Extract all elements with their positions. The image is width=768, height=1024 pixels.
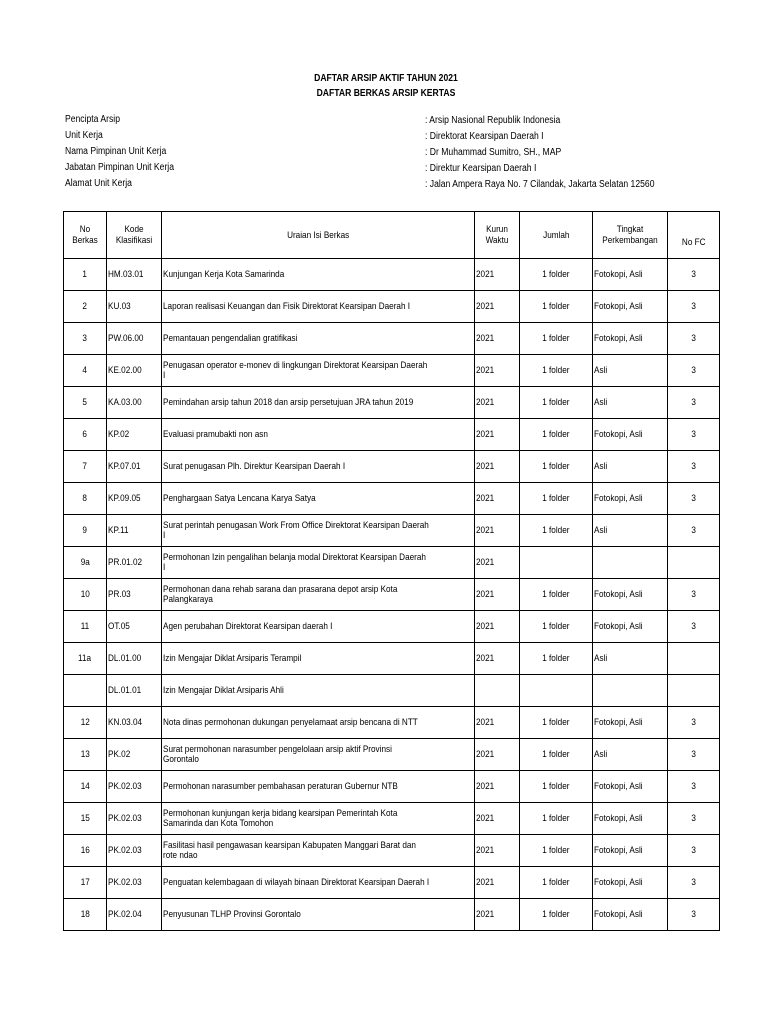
table-row bbox=[64, 611, 720, 643]
cell-uraian: Izin Mengajar Diklat Arsiparis Ahli bbox=[162, 675, 475, 707]
cell-no-fc bbox=[668, 643, 720, 675]
cell-no-berkas: 2 bbox=[64, 291, 107, 323]
table-row bbox=[64, 707, 720, 739]
cell-uraian: Pemindahan arsip tahun 2018 dan arsip persetujuan JRA tahun 2019 bbox=[162, 387, 475, 419]
cell-kurun-waktu: 2021 bbox=[475, 867, 520, 899]
cell-tingkat-perkembangan: Fotokopi, Asli bbox=[593, 771, 668, 803]
table-row bbox=[64, 451, 720, 483]
header-no-fc: No FC bbox=[668, 212, 720, 259]
cell-no-fc: 3 bbox=[668, 835, 720, 867]
table-row bbox=[64, 835, 720, 867]
cell-kode-klasifikasi: PK.02.04 bbox=[107, 899, 162, 931]
meta-value-pimpinan: : Dr Muhammad Sumitro, SH., MAP bbox=[425, 147, 562, 158]
cell-no-berkas: 9a bbox=[64, 547, 107, 579]
meta-value-jabatan: : Direktur Kearsipan Daerah I bbox=[425, 163, 537, 174]
cell-tingkat-perkembangan: Asli bbox=[593, 643, 668, 675]
cell-no-berkas: 14 bbox=[64, 771, 107, 803]
cell-tingkat-perkembangan: Fotokopi, Asli bbox=[593, 259, 668, 291]
cell-kurun-waktu: 2021 bbox=[475, 259, 520, 291]
cell-no-berkas: 13 bbox=[64, 739, 107, 771]
cell-no-fc: 3 bbox=[668, 291, 720, 323]
cell-tingkat-perkembangan: Asli bbox=[593, 355, 668, 387]
cell-kode-klasifikasi: KE.02.00 bbox=[107, 355, 162, 387]
cell-no-berkas: 3 bbox=[64, 323, 107, 355]
cell-uraian: Permohonan Izin pengalihan belanja modal Direktorat Kearsipan Daerah I bbox=[162, 547, 475, 579]
header-no-berkas: No Berkas bbox=[64, 212, 107, 259]
cell-jumlah: 1 folder bbox=[520, 259, 593, 291]
cell-no-berkas: 17 bbox=[64, 867, 107, 899]
cell-uraian: Penghargaan Satya Lencana Karya Satya bbox=[162, 483, 475, 515]
cell-no-fc: 3 bbox=[668, 739, 720, 771]
cell-no-berkas: 8 bbox=[64, 483, 107, 515]
cell-kode-klasifikasi: PR.03 bbox=[107, 579, 162, 611]
cell-tingkat-perkembangan: Fotokopi, Asli bbox=[593, 835, 668, 867]
cell-no-berkas: 11 bbox=[64, 611, 107, 643]
cell-uraian: Agen perubahan Direktorat Kearsipan daerah I bbox=[162, 611, 475, 643]
cell-uraian: Surat penugasan Plh. Direktur Kearsipan Daerah I bbox=[162, 451, 475, 483]
cell-jumlah: 1 folder bbox=[520, 355, 593, 387]
cell-kurun-waktu: 2021 bbox=[475, 899, 520, 931]
cell-tingkat-perkembangan: Fotokopi, Asli bbox=[593, 291, 668, 323]
cell-kode-klasifikasi: PK.02.03 bbox=[107, 867, 162, 899]
cell-kurun-waktu: 2021 bbox=[475, 707, 520, 739]
cell-no-fc: 3 bbox=[668, 579, 720, 611]
cell-tingkat-perkembangan: Asli bbox=[593, 451, 668, 483]
cell-uraian: Penyusunan TLHP Provinsi Gorontalo bbox=[162, 899, 475, 931]
cell-uraian: Fasilitasi hasil pengawasan kearsipan Kabupaten Manggari Barat dan rote ndao bbox=[162, 835, 475, 867]
cell-no-berkas: 12 bbox=[64, 707, 107, 739]
meta-label-unit: Unit Kerja bbox=[65, 130, 103, 141]
cell-no-fc: 3 bbox=[668, 355, 720, 387]
header-uraian: Uraian Isi Berkas bbox=[162, 212, 475, 259]
cell-no-berkas: 15 bbox=[64, 803, 107, 835]
cell-kode-klasifikasi: KP.02 bbox=[107, 419, 162, 451]
cell-no-berkas: 7 bbox=[64, 451, 107, 483]
table-row bbox=[64, 483, 720, 515]
cell-kurun-waktu: 2021 bbox=[475, 611, 520, 643]
cell-kurun-waktu: 2021 bbox=[475, 419, 520, 451]
meta-label-jabatan: Jabatan Pimpinan Unit Kerja bbox=[65, 162, 175, 173]
cell-jumlah: 1 folder bbox=[520, 643, 593, 675]
cell-no-berkas: 9 bbox=[64, 515, 107, 547]
header-jumlah: Jumlah bbox=[520, 212, 593, 259]
cell-tingkat-perkembangan: Fotokopi, Asli bbox=[593, 579, 668, 611]
cell-kode-klasifikasi: DL.01.00 bbox=[107, 643, 162, 675]
cell-no-fc: 3 bbox=[668, 803, 720, 835]
archive-table bbox=[63, 211, 720, 931]
table-row bbox=[64, 579, 720, 611]
cell-tingkat-perkembangan: Fotokopi, Asli bbox=[593, 899, 668, 931]
cell-no-fc: 3 bbox=[668, 419, 720, 451]
cell-no-fc: 3 bbox=[668, 323, 720, 355]
header-kurun-waktu: Kurun Waktu bbox=[475, 212, 520, 259]
cell-kode-klasifikasi: KA.03.00 bbox=[107, 387, 162, 419]
cell-jumlah: 1 folder bbox=[520, 323, 593, 355]
cell-kode-klasifikasi: DL.01.01 bbox=[107, 675, 162, 707]
table-row bbox=[64, 291, 720, 323]
cell-kurun-waktu: 2021 bbox=[475, 643, 520, 675]
cell-kurun-waktu: 2021 bbox=[475, 835, 520, 867]
cell-kurun-waktu: 2021 bbox=[475, 387, 520, 419]
cell-no-berkas bbox=[64, 675, 107, 707]
cell-kode-klasifikasi: KP.09.05 bbox=[107, 483, 162, 515]
cell-kurun-waktu: 2021 bbox=[475, 803, 520, 835]
meta-labels bbox=[65, 112, 174, 192]
cell-uraian: Izin Mengajar Diklat Arsiparis Terampil bbox=[162, 643, 475, 675]
table-row bbox=[64, 259, 720, 291]
cell-uraian: Kunjungan Kerja Kota Samarinda bbox=[162, 259, 475, 291]
cell-uraian: Pemantauan pengendalian gratifikasi bbox=[162, 323, 475, 355]
cell-no-fc: 3 bbox=[668, 483, 720, 515]
document-title: DAFTAR ARSIP AKTIF TAHUN 2021 bbox=[314, 73, 458, 84]
cell-no-fc: 3 bbox=[668, 515, 720, 547]
cell-kode-klasifikasi: PK.02 bbox=[107, 739, 162, 771]
document-subtitle: DAFTAR BERKAS ARSIP KERTAS bbox=[316, 88, 456, 99]
table-row bbox=[64, 547, 720, 579]
cell-uraian: Surat permohonan narasumber pengelolaan arsip aktif Provinsi Gorontalo bbox=[162, 739, 475, 771]
cell-no-berkas: 4 bbox=[64, 355, 107, 387]
cell-kode-klasifikasi: PR.01.02 bbox=[107, 547, 162, 579]
cell-jumlah: 1 folder bbox=[520, 579, 593, 611]
table-row bbox=[64, 387, 720, 419]
cell-no-berkas: 1 bbox=[64, 259, 107, 291]
cell-uraian: Laporan realisasi Keuangan dan Fisik Direktorat Kearsipan Daerah I bbox=[162, 291, 475, 323]
cell-jumlah: 1 folder bbox=[520, 515, 593, 547]
cell-tingkat-perkembangan bbox=[593, 675, 668, 707]
cell-kurun-waktu: 2021 bbox=[475, 451, 520, 483]
cell-tingkat-perkembangan: Asli bbox=[593, 515, 668, 547]
cell-jumlah: 1 folder bbox=[520, 835, 593, 867]
cell-kurun-waktu: 2021 bbox=[475, 291, 520, 323]
cell-uraian: Penugasan operator e-monev di lingkungan Direktorat Kearsipan Daerah I bbox=[162, 355, 475, 387]
cell-kode-klasifikasi: PW.06.00 bbox=[107, 323, 162, 355]
cell-kode-klasifikasi: PK.02.03 bbox=[107, 771, 162, 803]
cell-tingkat-perkembangan: Fotokopi, Asli bbox=[593, 419, 668, 451]
cell-kode-klasifikasi: HM.03.01 bbox=[107, 259, 162, 291]
cell-jumlah: 1 folder bbox=[520, 611, 593, 643]
cell-no-berkas: 5 bbox=[64, 387, 107, 419]
cell-uraian: Evaluasi pramubakti non asn bbox=[162, 419, 475, 451]
cell-jumlah: 1 folder bbox=[520, 899, 593, 931]
table-row bbox=[64, 323, 720, 355]
cell-tingkat-perkembangan: Fotokopi, Asli bbox=[593, 707, 668, 739]
cell-kurun-waktu: 2021 bbox=[475, 323, 520, 355]
cell-kode-klasifikasi: PK.02.03 bbox=[107, 803, 162, 835]
table-row bbox=[64, 899, 720, 931]
cell-jumlah: 1 folder bbox=[520, 867, 593, 899]
meta-label-pencipta: Pencipta Arsip bbox=[65, 114, 120, 125]
cell-uraian: Permohonan dana rehab sarana dan prasarana depot arsip Kota Palangkaraya bbox=[162, 579, 475, 611]
cell-uraian: Nota dinas permohonan dukungan penyelamaat arsip bencana di NTT bbox=[162, 707, 475, 739]
table-row bbox=[64, 771, 720, 803]
cell-no-berkas: 10 bbox=[64, 579, 107, 611]
table-body bbox=[64, 259, 720, 931]
cell-no-fc: 3 bbox=[668, 259, 720, 291]
cell-kurun-waktu: 2021 bbox=[475, 739, 520, 771]
cell-no-fc: 3 bbox=[668, 899, 720, 931]
cell-no-fc: 3 bbox=[668, 387, 720, 419]
cell-jumlah: 1 folder bbox=[520, 451, 593, 483]
cell-uraian: Permohonan kunjungan kerja bidang kearsipan Pemerintah Kota Samarinda dan Kota Tomohon bbox=[162, 803, 475, 835]
cell-kurun-waktu: 2021 bbox=[475, 579, 520, 611]
cell-kode-klasifikasi: KP.07.01 bbox=[107, 451, 162, 483]
cell-no-fc bbox=[668, 675, 720, 707]
cell-no-berkas: 6 bbox=[64, 419, 107, 451]
cell-no-fc: 3 bbox=[668, 867, 720, 899]
cell-tingkat-perkembangan: Asli bbox=[593, 387, 668, 419]
table-row bbox=[64, 515, 720, 547]
cell-tingkat-perkembangan: Fotokopi, Asli bbox=[593, 867, 668, 899]
cell-tingkat-perkembangan bbox=[593, 547, 668, 579]
header-kode-klasifikasi: Kode Klasifikasi bbox=[107, 212, 162, 259]
cell-no-fc: 3 bbox=[668, 451, 720, 483]
cell-jumlah: 1 folder bbox=[520, 739, 593, 771]
cell-kurun-waktu: 2021 bbox=[475, 515, 520, 547]
cell-jumlah: 1 folder bbox=[520, 771, 593, 803]
table-row bbox=[64, 643, 720, 675]
table-row bbox=[64, 867, 720, 899]
cell-jumlah: 1 folder bbox=[520, 387, 593, 419]
cell-kode-klasifikasi: KU.03 bbox=[107, 291, 162, 323]
cell-no-fc: 3 bbox=[668, 707, 720, 739]
table-row bbox=[64, 803, 720, 835]
cell-kurun-waktu: 2021 bbox=[475, 771, 520, 803]
meta-value-pencipta: : Arsip Nasional Republik Indonesia bbox=[425, 115, 561, 126]
cell-uraian: Surat perintah penugasan Work From Office Direktorat Kearsipan Daerah I bbox=[162, 515, 475, 547]
cell-no-berkas: 16 bbox=[64, 835, 107, 867]
cell-no-fc bbox=[668, 547, 720, 579]
cell-jumlah: 1 folder bbox=[520, 707, 593, 739]
cell-jumlah: 1 folder bbox=[520, 291, 593, 323]
cell-uraian: Permohonan narasumber pembahasan peraturan Gubernur NTB bbox=[162, 771, 475, 803]
cell-no-berkas: 11a bbox=[64, 643, 107, 675]
cell-no-berkas: 18 bbox=[64, 899, 107, 931]
cell-jumlah bbox=[520, 547, 593, 579]
meta-value-unit: : Direktorat Kearsipan Daerah I bbox=[425, 131, 544, 142]
cell-kode-klasifikasi: KN.03.04 bbox=[107, 707, 162, 739]
cell-kurun-waktu: 2021 bbox=[475, 547, 520, 579]
meta-label-alamat: Alamat Unit Kerja bbox=[65, 178, 132, 189]
cell-jumlah: 1 folder bbox=[520, 483, 593, 515]
table-row bbox=[64, 739, 720, 771]
table-row bbox=[64, 675, 720, 707]
cell-jumlah: 1 folder bbox=[520, 803, 593, 835]
cell-no-fc: 3 bbox=[668, 771, 720, 803]
cell-jumlah bbox=[520, 675, 593, 707]
cell-tingkat-perkembangan: Asli bbox=[593, 739, 668, 771]
cell-kode-klasifikasi: KP.11 bbox=[107, 515, 162, 547]
meta-label-pimpinan: Nama Pimpinan Unit Kerja bbox=[65, 146, 167, 157]
cell-kurun-waktu: 2021 bbox=[475, 355, 520, 387]
cell-tingkat-perkembangan: Fotokopi, Asli bbox=[593, 803, 668, 835]
header-tingkat-perkembangan: Tingkat Perkembangan bbox=[593, 212, 668, 259]
cell-jumlah: 1 folder bbox=[520, 419, 593, 451]
cell-kode-klasifikasi: PK.02.03 bbox=[107, 835, 162, 867]
table-row bbox=[64, 419, 720, 451]
cell-no-fc: 3 bbox=[668, 611, 720, 643]
cell-kode-klasifikasi: OT.05 bbox=[107, 611, 162, 643]
cell-tingkat-perkembangan: Fotokopi, Asli bbox=[593, 611, 668, 643]
cell-uraian: Penguatan kelembagaan di wilayah binaan Direktorat Kearsipan Daerah I bbox=[162, 867, 475, 899]
meta-value-alamat: : Jalan Ampera Raya No. 7 Cilandak, Jakarta Selatan 12560 bbox=[425, 179, 655, 190]
cell-tingkat-perkembangan: Fotokopi, Asli bbox=[593, 483, 668, 515]
meta-values bbox=[425, 113, 654, 193]
cell-kurun-waktu: 2021 bbox=[475, 483, 520, 515]
cell-kurun-waktu bbox=[475, 675, 520, 707]
cell-tingkat-perkembangan: Fotokopi, Asli bbox=[593, 323, 668, 355]
table-row bbox=[64, 355, 720, 387]
